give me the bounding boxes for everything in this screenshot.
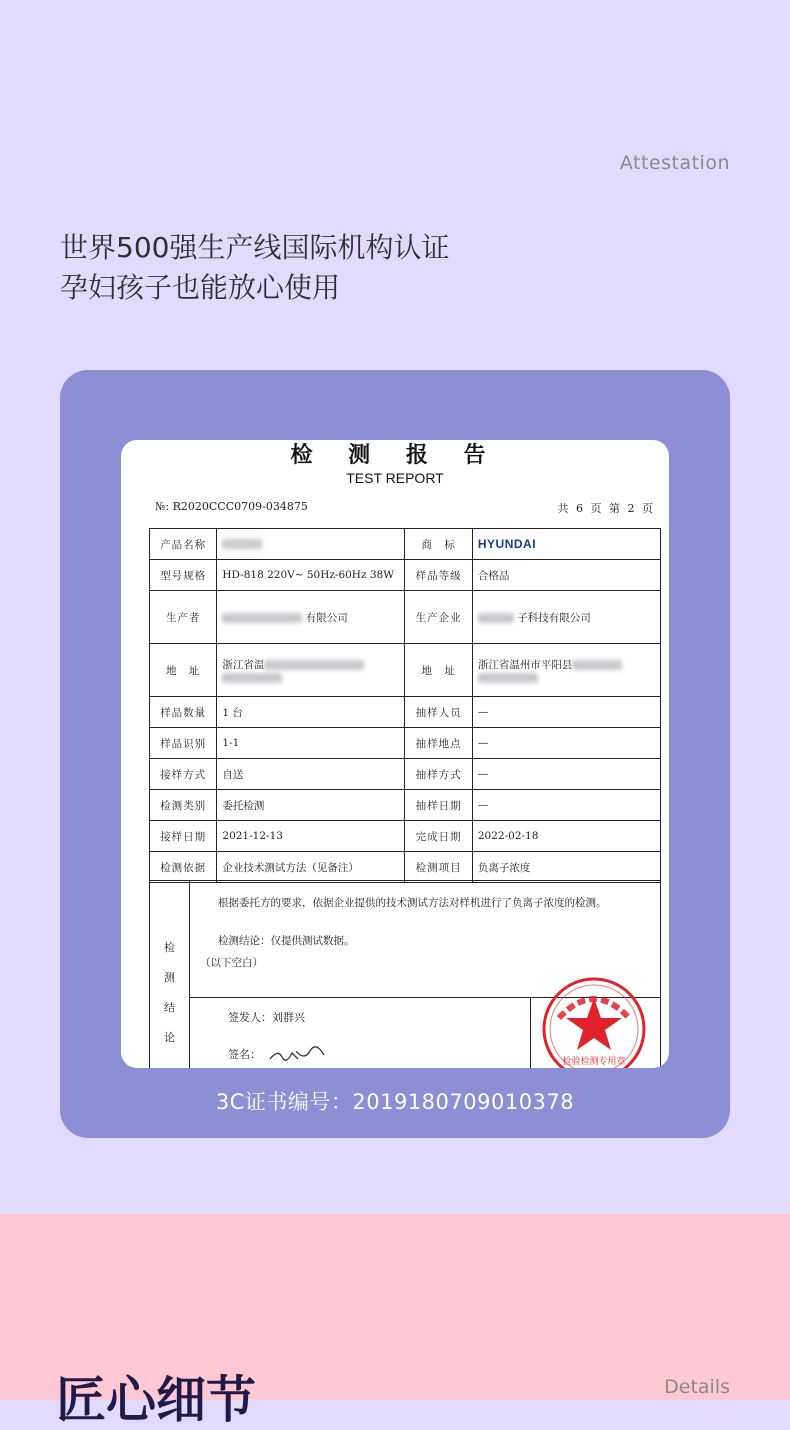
- row-label: 商 标: [405, 529, 472, 560]
- table-row: [150, 821, 661, 852]
- row-label: 抽样人员: [405, 697, 472, 728]
- row-label: 检测类别: [150, 790, 217, 821]
- signature-label: 签名：: [228, 1045, 328, 1065]
- details-title: 匠心细节: [56, 1371, 256, 1429]
- row-value: 自送: [217, 759, 405, 790]
- row-label: 接样方式: [150, 759, 217, 790]
- row-label: 地 址: [150, 644, 217, 697]
- table-row: [150, 790, 661, 821]
- row-label: 样品数量: [150, 697, 217, 728]
- details-tag: Details: [664, 1376, 730, 1398]
- table-row: [150, 852, 661, 883]
- row-value: 有限公司: [217, 591, 405, 644]
- row-value: 负离子浓度: [472, 852, 660, 883]
- certificate-card: [60, 370, 730, 1138]
- row-value: 1-1: [217, 728, 405, 759]
- row-value: [217, 529, 405, 560]
- row-value: 浙江省温州市平阳县: [472, 644, 660, 697]
- conclusion-text-2: 检测结论：仅提供测试数据。: [218, 935, 355, 947]
- brand-value: [472, 529, 660, 560]
- row-value: 合格品: [472, 560, 660, 591]
- red-seal-stamp: [539, 974, 649, 1068]
- conclusion-side-label: [150, 881, 190, 1068]
- attestation-headline: [60, 228, 449, 308]
- attestation-tag: Attestation: [619, 152, 730, 174]
- row-label: 抽样日期: [405, 790, 472, 821]
- row-label: 检测依据: [150, 852, 217, 883]
- test-report-document: [121, 440, 669, 1068]
- seal-text: 检验检测专用章: [562, 1057, 626, 1067]
- row-value: 2022-02-18: [472, 821, 660, 852]
- row-value: 2021-12-13: [217, 821, 405, 852]
- row-value: 1 台: [217, 697, 405, 728]
- row-value: —: [472, 759, 660, 790]
- headline-line-2: 孕妇孩子也能放心使用: [60, 271, 341, 304]
- row-label: 抽样方式: [405, 759, 472, 790]
- headline-line-1: 世界500强生产线国际机构认证: [60, 231, 450, 264]
- signer: 签发人：刘群兴: [228, 1011, 305, 1024]
- side-char: 论: [164, 1031, 175, 1044]
- row-label: 生产企业: [405, 591, 472, 644]
- row-label: 抽样地点: [405, 728, 472, 759]
- row-value: —: [472, 790, 660, 821]
- report-title-cn: 检 测 报 告: [290, 442, 500, 468]
- signature-divider: [530, 997, 531, 1068]
- row-value: 企业技术测试方法（见备注）: [217, 852, 405, 883]
- table-row: [150, 728, 661, 759]
- row-value: —: [472, 728, 660, 759]
- table-row: [150, 529, 661, 560]
- row-label: 样品识别: [150, 728, 217, 759]
- certificate-number: 3C证书编号：2019180709010378: [215, 1090, 575, 1114]
- report-pages: 共 6 页 第 2 页: [557, 502, 655, 515]
- report-number: №: R2020CCC0709-034875: [155, 500, 308, 513]
- table-row: [150, 759, 661, 790]
- row-value: 浙江省温: [217, 644, 405, 697]
- row-label: 生产者: [150, 591, 217, 644]
- row-label: 产品名称: [150, 529, 217, 560]
- report-title-en: TEST REPORT: [346, 470, 444, 486]
- conclusion-text-1: 根据委托方的要求，依据企业提供的技术测试方法对样机进行了负离子浓度的检测。: [218, 897, 607, 909]
- row-label: 型号规格: [150, 560, 217, 591]
- row-label: 地 址: [405, 644, 472, 697]
- row-value: —: [472, 697, 660, 728]
- row-label: 完成日期: [405, 821, 472, 852]
- handwritten-signature: [268, 1045, 328, 1065]
- conclusion-text-3: （以下空白）: [200, 957, 263, 969]
- details-section: [0, 1214, 790, 1429]
- side-char: 检: [164, 941, 175, 954]
- table-row: [150, 697, 661, 728]
- row-value: 子科技有限公司: [472, 591, 660, 644]
- row-value: 委托检测: [217, 790, 405, 821]
- table-row: [150, 591, 661, 644]
- row-label: 检测项目: [405, 852, 472, 883]
- side-char: 结: [164, 1001, 175, 1014]
- report-table: [149, 528, 661, 883]
- row-value: HD-818 220V~ 50Hz-60Hz 38W: [217, 560, 405, 591]
- row-label: 样品等级: [405, 560, 472, 591]
- table-row: [150, 644, 661, 697]
- side-char: 测: [164, 971, 175, 984]
- table-row: [150, 560, 661, 591]
- brand-logo: HYUNDAI: [477, 537, 537, 551]
- row-label: 接样日期: [150, 821, 217, 852]
